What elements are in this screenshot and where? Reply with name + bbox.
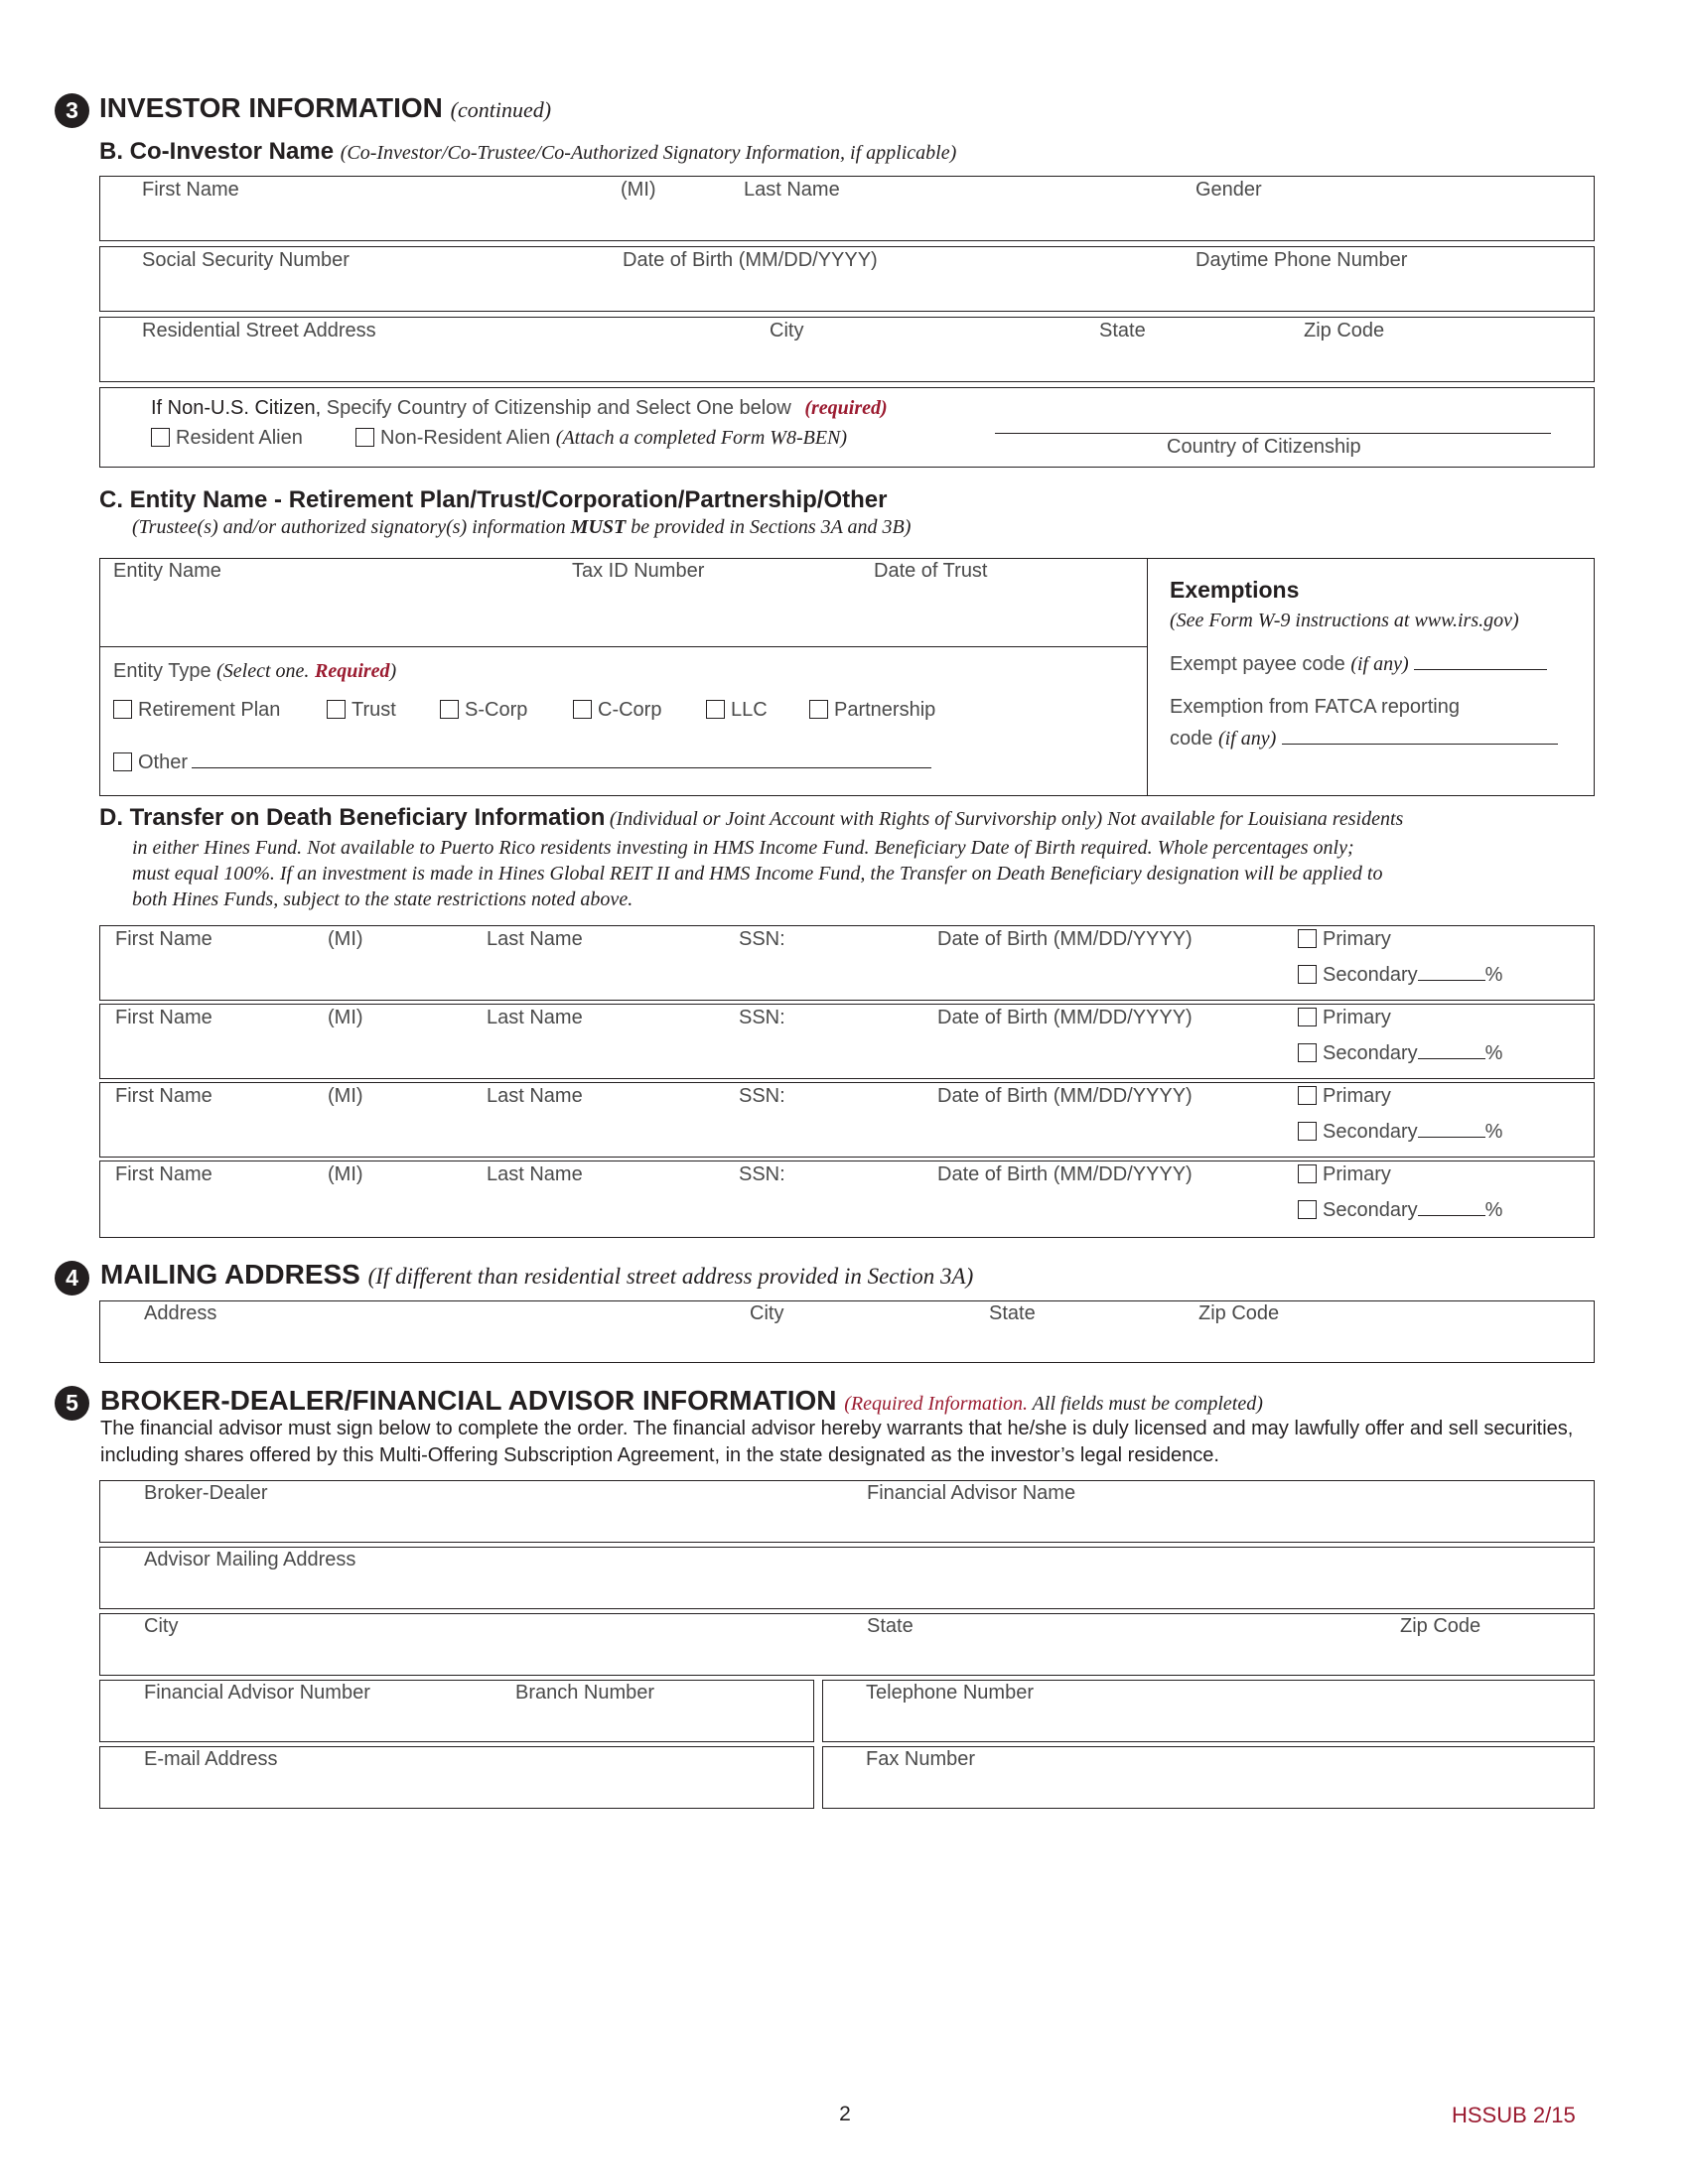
nonresident-alien-checkbox[interactable] — [355, 428, 374, 447]
mailing-title: MAILING ADDRESS — [100, 1259, 360, 1290]
secondary-pct: % — [1484, 1199, 1503, 1221]
fa-name-label: Financial Advisor Name — [867, 1482, 1076, 1504]
tod-row-3[interactable] — [99, 1082, 1595, 1158]
tod-line2: in either Hines Fund. Not available to Puerto Rico residents investing in HMS Income Fund. Beneficiary Date of Birth required. Whole percentages only; — [132, 837, 1354, 859]
resident-alien-checkbox[interactable] — [151, 428, 170, 447]
section-title — [99, 92, 551, 124]
citizenship-row — [99, 387, 1595, 468]
entity-note-a: (Trustee(s) and/or authorized signatory(s) information — [132, 516, 571, 538]
first-name-label: First Name — [142, 179, 239, 201]
tod-secondary-option[interactable] — [1298, 964, 1502, 987]
broker-dealer-label: Broker-Dealer — [144, 1482, 268, 1504]
email-row[interactable] — [99, 1746, 814, 1809]
coinvestor-address-row[interactable] — [99, 317, 1595, 382]
tod-line4: both Hines Funds, subject to the state restrictions noted above. — [132, 888, 633, 910]
tod-primary-option[interactable] — [1298, 1085, 1391, 1108]
broker-dealer-row[interactable] — [99, 1480, 1595, 1543]
country-label: Country of Citizenship — [1167, 436, 1361, 458]
tod-ssn-label: SSN: — [739, 1163, 785, 1185]
section-number-badge: 3 — [55, 93, 89, 128]
broker-title: BROKER-DEALER/FINANCIAL ADVISOR INFORMATION — [100, 1385, 837, 1416]
other-checkbox[interactable] — [113, 752, 132, 771]
secondary-label: Secondary — [1323, 964, 1418, 986]
entity-note — [132, 516, 911, 539]
primary-checkbox[interactable] — [1298, 1086, 1317, 1105]
primary-label: Primary — [1323, 928, 1391, 950]
dob-label: Date of Birth (MM/DD/YYYY) — [623, 249, 878, 271]
tod-dob-label: Date of Birth (MM/DD/YYYY) — [937, 1085, 1193, 1107]
mailing-address-label: Address — [144, 1302, 217, 1324]
secondary-pct-line[interactable] — [1418, 1123, 1485, 1138]
mailing-note: (If different than residential street address provided in Section 3A) — [367, 1264, 974, 1289]
entity-type-label-0: Retirement Plan — [138, 699, 281, 721]
mailing-address-row[interactable] — [99, 1300, 1595, 1363]
page-number: 2 — [839, 2103, 851, 2125]
entity-type-close: ) — [389, 660, 397, 682]
secondary-label: Secondary — [1323, 1042, 1418, 1064]
tod-ssn-label: SSN: — [739, 1085, 785, 1107]
advisor-zip-label: Zip Code — [1400, 1615, 1481, 1637]
date-of-trust-label: Date of Trust — [874, 560, 988, 582]
entity-type-scorp[interactable] — [440, 699, 527, 722]
entity-note-must: MUST — [570, 516, 627, 538]
entity-type-label-4: LLC — [731, 699, 768, 721]
secondary-checkbox[interactable] — [1298, 965, 1317, 984]
primary-label: Primary — [1323, 1085, 1391, 1107]
entity-type-trust[interactable] — [327, 699, 396, 722]
c-corp-checkbox[interactable] — [573, 700, 592, 719]
secondary-label: Secondary — [1323, 1121, 1418, 1143]
citizenship-instruction — [151, 397, 888, 420]
entity-type-other[interactable] — [113, 750, 931, 774]
entity-type-label-2: S-Corp — [465, 699, 528, 721]
fatca-code-label: code — [1170, 728, 1213, 750]
branch-number-label: Branch Number — [515, 1682, 655, 1704]
zip-label: Zip Code — [1304, 320, 1385, 341]
tod-row-4[interactable] — [99, 1160, 1595, 1238]
telephone-row[interactable] — [822, 1680, 1595, 1742]
coinvestor-ssn-row[interactable] — [99, 246, 1595, 312]
tod-secondary-option[interactable] — [1298, 1199, 1502, 1222]
tod-primary-option[interactable] — [1298, 928, 1391, 951]
entity-box — [99, 558, 1595, 796]
tod-secondary-option[interactable] — [1298, 1042, 1502, 1065]
advisor-mailing-label: Advisor Mailing Address — [144, 1549, 356, 1570]
entity-note-b: be provided in Sections 3A and 3B) — [626, 516, 912, 538]
entity-type-retirement[interactable] — [113, 699, 280, 722]
tod-row-1[interactable] — [99, 925, 1595, 1001]
exempt-payee-line[interactable] — [1414, 655, 1547, 670]
form-code: HSSUB 2/15 — [1452, 2103, 1576, 2127]
s-corp-checkbox[interactable] — [440, 700, 459, 719]
telephone-label: Telephone Number — [866, 1682, 1034, 1704]
fax-label: Fax Number — [866, 1748, 976, 1770]
secondary-checkbox[interactable] — [1298, 1200, 1317, 1219]
entity-name-label: Entity Name — [113, 560, 221, 582]
tod-mi-label: (MI) — [328, 1007, 363, 1028]
entity-divider-h — [100, 646, 1147, 647]
city-label: City — [770, 320, 804, 341]
entity-type-required: Required — [314, 660, 390, 682]
section-number-badge: 4 — [55, 1261, 89, 1296]
mailing-city-label: City — [750, 1302, 784, 1324]
tod-dob-label: Date of Birth (MM/DD/YYYY) — [937, 1163, 1193, 1185]
tod-primary-option[interactable] — [1298, 1007, 1391, 1029]
entity-type-text: Entity Type — [113, 660, 211, 682]
mailing-zip-label: Zip Code — [1198, 1302, 1280, 1324]
tod-line3: must equal 100%. If an investment is made in Hines Global REIT II and HMS Income Fund, the Transfer on Death Beneficiary designation will be applied to — [132, 863, 1383, 885]
tod-first-name-label: First Name — [115, 1085, 212, 1107]
secondary-checkbox[interactable] — [1298, 1122, 1317, 1141]
entity-title: C. Entity Name - Retirement Plan/Trust/Corporation/Partnership/Other — [99, 486, 888, 513]
secondary-pct-line[interactable] — [1418, 1201, 1485, 1216]
entity-type-label-5: Partnership — [834, 699, 936, 721]
tod-ssn-label: SSN: — [739, 1007, 785, 1028]
secondary-label: Secondary — [1323, 1199, 1418, 1221]
resident-alien-option[interactable] — [151, 427, 303, 450]
fatca-line1: Exemption from FATCA reporting — [1170, 696, 1460, 718]
entity-type-label — [113, 660, 396, 683]
exemptions-note: (See Form W-9 instructions at www.irs.gov) — [1170, 610, 1519, 631]
fatca-line2 — [1170, 728, 1558, 751]
mailing-state-label: State — [989, 1302, 1036, 1324]
tod-last-name-label: Last Name — [487, 1007, 583, 1028]
tod-dob-label: Date of Birth (MM/DD/YYYY) — [937, 1007, 1193, 1028]
advisor-mailing-row[interactable] — [99, 1547, 1595, 1609]
tod-mi-label: (MI) — [328, 1163, 363, 1185]
tod-first-name-label: First Name — [115, 1007, 212, 1028]
entity-type-llc[interactable] — [706, 699, 768, 722]
broker-req: (Required Information. — [844, 1393, 1029, 1415]
secondary-pct-line[interactable] — [1418, 966, 1485, 981]
tod-mi-label: (MI) — [328, 1085, 363, 1107]
fa-number-label: Financial Advisor Number — [144, 1682, 370, 1704]
advisor-city-label: City — [144, 1615, 179, 1637]
mi-label: (MI) — [621, 179, 656, 201]
secondary-checkbox[interactable] — [1298, 1043, 1317, 1062]
entity-divider-v — [1147, 559, 1148, 795]
entity-type-note: (Select one. — [216, 660, 310, 682]
coinvestor-title: B. Co-Investor Name — [99, 138, 335, 165]
state-label: State — [1099, 320, 1146, 341]
section-number-badge: 5 — [55, 1386, 89, 1421]
entity-type-partnership[interactable] — [809, 699, 935, 722]
exempt-payee-ifany: (if any) — [1350, 653, 1409, 675]
broker-heading — [100, 1385, 1263, 1417]
gender-label: Gender — [1196, 179, 1262, 201]
exemptions-title: Exemptions — [1170, 577, 1300, 603]
tod-first-name-label: First Name — [115, 1163, 212, 1185]
primary-checkbox[interactable] — [1298, 1008, 1317, 1026]
citizen-text: Specify Country of Citizenship and Select One below — [321, 397, 791, 419]
coinvestor-name-row[interactable] — [99, 176, 1595, 241]
section-title-text: INVESTOR INFORMATION — [99, 92, 443, 123]
phone-label: Daytime Phone Number — [1196, 249, 1408, 271]
tod-row-2[interactable] — [99, 1004, 1595, 1079]
primary-checkbox[interactable] — [1298, 1164, 1317, 1183]
tod-line1: (Individual or Joint Account with Rights of Survivorship only) Not available for Louisiana residents — [609, 808, 1404, 830]
tod-last-name-label: Last Name — [487, 1085, 583, 1107]
partnership-checkbox[interactable] — [809, 700, 828, 719]
entity-type-label-1: Trust — [352, 699, 396, 721]
nonresident-alien-option[interactable] — [355, 427, 847, 450]
advisor-city-row[interactable] — [99, 1613, 1595, 1676]
fax-row[interactable] — [822, 1746, 1595, 1809]
tod-ssn-label: SSN: — [739, 928, 785, 950]
secondary-pct: % — [1484, 1121, 1503, 1143]
advisor-state-label: State — [867, 1615, 914, 1637]
primary-label: Primary — [1323, 1163, 1391, 1185]
tod-first-name-label: First Name — [115, 928, 212, 950]
tod-primary-option[interactable] — [1298, 1163, 1391, 1186]
citizen-prefix: If Non-U.S. Citizen, — [151, 397, 322, 419]
last-name-label: Last Name — [744, 179, 840, 201]
tod-mi-label: (MI) — [328, 928, 363, 950]
tod-title: D. Transfer on Death Beneficiary Information — [99, 804, 606, 831]
tod-last-name-label: Last Name — [487, 928, 583, 950]
broker-req-b: All fields must be completed) — [1028, 1393, 1263, 1415]
exempt-payee-label: Exempt payee code — [1170, 653, 1345, 675]
other-line[interactable] — [192, 750, 931, 768]
fatca-code-line[interactable] — [1282, 730, 1558, 745]
resident-alien-label: Resident Alien — [176, 427, 303, 449]
street-label: Residential Street Address — [142, 320, 376, 341]
primary-label: Primary — [1323, 1007, 1391, 1028]
mailing-heading — [100, 1259, 973, 1291]
secondary-pct: % — [1484, 964, 1503, 986]
trust-checkbox[interactable] — [327, 700, 346, 719]
secondary-pct: % — [1484, 1042, 1503, 1064]
llc-checkbox[interactable] — [706, 700, 725, 719]
entity-type-label-3: C-Corp — [598, 699, 662, 721]
tax-id-label: Tax ID Number — [572, 560, 705, 582]
coinvestor-subtitle: (Co-Investor/Co-Trustee/Co-Authorized Signatory Information, if applicable) — [340, 142, 957, 164]
nonresident-alien-label: Non-Resident Alien — [380, 427, 551, 449]
secondary-pct-line[interactable] — [1418, 1044, 1485, 1059]
advisor-number-row[interactable] — [99, 1680, 814, 1742]
citizen-required: (required) — [804, 397, 888, 419]
tod-dob-label: Date of Birth (MM/DD/YYYY) — [937, 928, 1193, 950]
tod-last-name-label: Last Name — [487, 1163, 583, 1185]
nonresident-alien-note: (Attach a completed Form W8-BEN) — [555, 427, 848, 449]
email-label: E-mail Address — [144, 1748, 278, 1770]
coinvestor-heading — [99, 138, 956, 166]
tod-heading — [99, 804, 1403, 832]
country-line[interactable] — [995, 433, 1551, 434]
other-label: Other — [138, 751, 189, 773]
entity-type-ccorp[interactable] — [573, 699, 661, 722]
retirement-plan-checkbox[interactable] — [113, 700, 132, 719]
ssn-label: Social Security Number — [142, 249, 350, 271]
tod-secondary-option[interactable] — [1298, 1121, 1502, 1144]
section-title-suffix: (continued) — [450, 97, 552, 122]
primary-checkbox[interactable] — [1298, 929, 1317, 948]
exempt-payee — [1170, 653, 1547, 676]
broker-paragraph: The financial advisor must sign below to complete the order. The financial advisor hereby warrants that he/she is duly licensed and may lawfully offer and sell securities, including shares offered by this Multi-Offering Subscription Agreement, in the state designated as the investor’s legal residence. — [100, 1418, 1574, 1466]
fatca-ifany: (if any) — [1217, 728, 1277, 750]
